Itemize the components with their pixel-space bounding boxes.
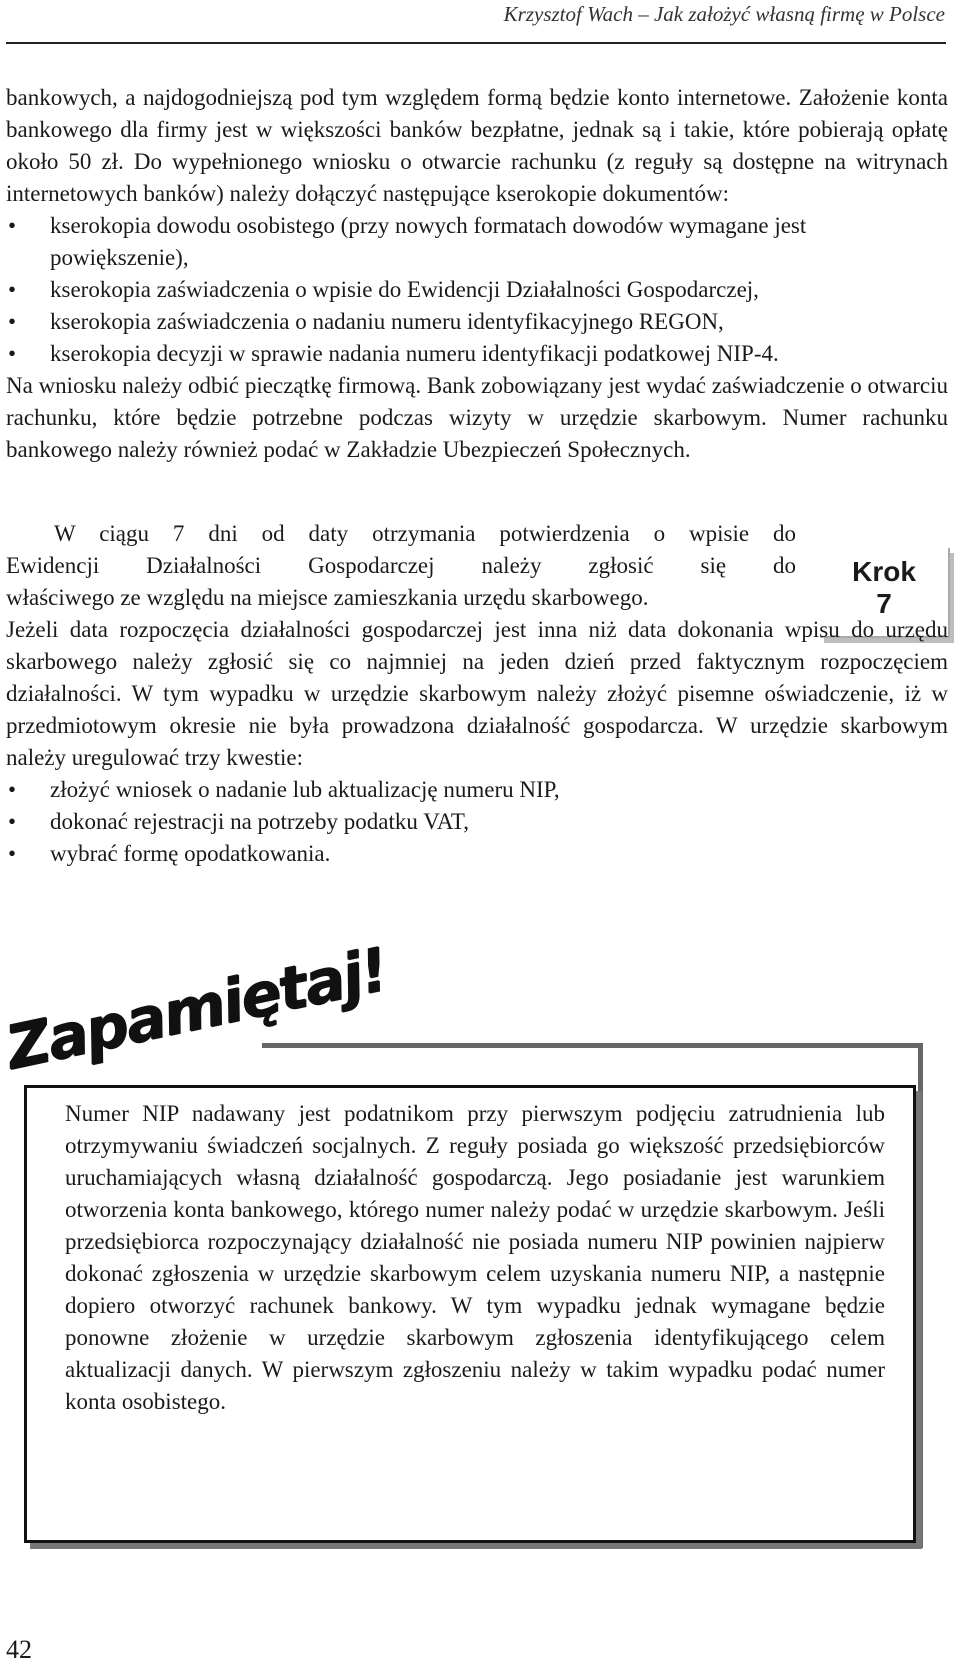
list-item: • kserokopia decyzji w sprawie nadania numeru identyfikacji podatkowej NIP-4. [6,338,948,370]
remember-box [24,1085,916,1543]
bullet-icon: • [8,213,17,238]
step-continuation [6,614,948,870]
intro-paragraph: bankowych, a najdogodniejszą pod tym względem formą będzie konto internetowe. Założenie konta bankowego dla firmy jest w większości banków bezpłatne, jednak są i takie, które pobierają opłatę około 50 zł. Do wypełnionego wniosku o otwarcie rachunku (z reguły są dostępne na witrynach internetowych banków) należy dołączyć następujące kserokopie dokumentów: [6,85,948,206]
remember-title: Zapamiętaj! [0,934,393,1084]
remember-text: Numer NIP nadawany jest podatnikom przy pierwszym podjęciu zatrudnienia lub otrzymywaniu świadczeń socjalnych. Z reguły posiada go większość przedsiębiorców uruchamiających własną działalność gospodarczą. Jego posiadanie jest warunkiem otworzenia konta bankowego, którego numer należy podać w urzędzie skarbowym. Jeśli przedsiębiorca rozpoczynający działalność nie posiada numeru NIP powinien najpierw dokonać zgłoszenia w urzędzie skarbowym celem uzyskania numeru NIP, a następnie dopiero otworzyć rachunek bankowy. W tym wypadku jednak wymagane będzie ponowne złożenie w urzędzie skarbowym zgłoszenia identyfikującego celem aktualizacji danych. W pierwszym zgłoszeniu należy w takim wypadku podać numer konta osobistego. [65,1101,885,1414]
list-item: • złożyć wniosek o nadanie lub aktualizację numeru NIP, [6,774,948,806]
bullet-icon: • [8,777,17,802]
bullet-icon: • [8,277,17,302]
step-paragraph: Jeżeli data rozpoczęcia działalności gospodarczej jest inna niż data dokonania wpisu do urzędu skarbowego należy zgłosić się co najmniej na jeden dzień przed faktycznym rozpoczęciem działalności. W tym wypadku w urzędzie skarbowym należy złożyć pisemne oświadczenie, iż w przedmiotowym okresie nie była prowadzona działalność gospodarcza. W urzędzie skarbowym należy uregulować trzy kwestie: [6,617,948,770]
tax-office-list [6,774,948,870]
list-item: • wybrać formę opodatkowania. [6,838,948,870]
bank-paragraph: Na wniosku należy odbić pieczątkę firmową. Bank zobowiązany jest wydać zaświadczenie o otwarciu rachunku, które będzie potrzebne podczas wizyty w urzędzie skarbowym. Numer rachunku bankowego należy również podać w Zakładzie Ubezpieczeń Społecznych. [6,373,948,462]
bullet-icon: • [8,809,17,834]
step-badge-label: Krok [852,556,916,587]
list-item: • kserokopia dowodu osobistego (przy nowych formatach dowodów wymagane jest powiększenie), [6,210,948,274]
step-badge-number: 7 [876,588,892,619]
list-item: • kserokopia zaświadczenia o wpisie do Ewidencji Działalności Gospodarczej, [6,274,948,306]
bullet-icon: • [8,309,17,334]
intro-section [6,82,948,466]
bullet-icon: • [8,841,17,866]
running-header: Krzysztof Wach – Jak założyć własną firmę w Polsce [503,2,945,26]
list-item: • kserokopia zaświadczenia o nadaniu numeru identyfikacyjnego REGON, [6,306,948,338]
step-intro [6,518,796,614]
list-item: • dokonać rejestracji na potrzeby podatku VAT, [6,806,948,838]
note-frame-right [918,1043,923,1548]
note-frame-top [262,1043,922,1048]
step-line: Ewidencji Działalności Gospodarczej należy zgłosić się do [6,553,796,578]
step-line: właściwego ze względu na miejsce zamieszkania urzędu skarbowego. [6,585,649,610]
step-line: W ciągu 7 dni od daty otrzymania potwierdzenia o wpisie do [54,521,796,546]
header-divider [6,42,946,44]
page-number: 42 [6,1635,32,1664]
document-copies-list [6,210,948,370]
bullet-icon: • [8,341,17,366]
